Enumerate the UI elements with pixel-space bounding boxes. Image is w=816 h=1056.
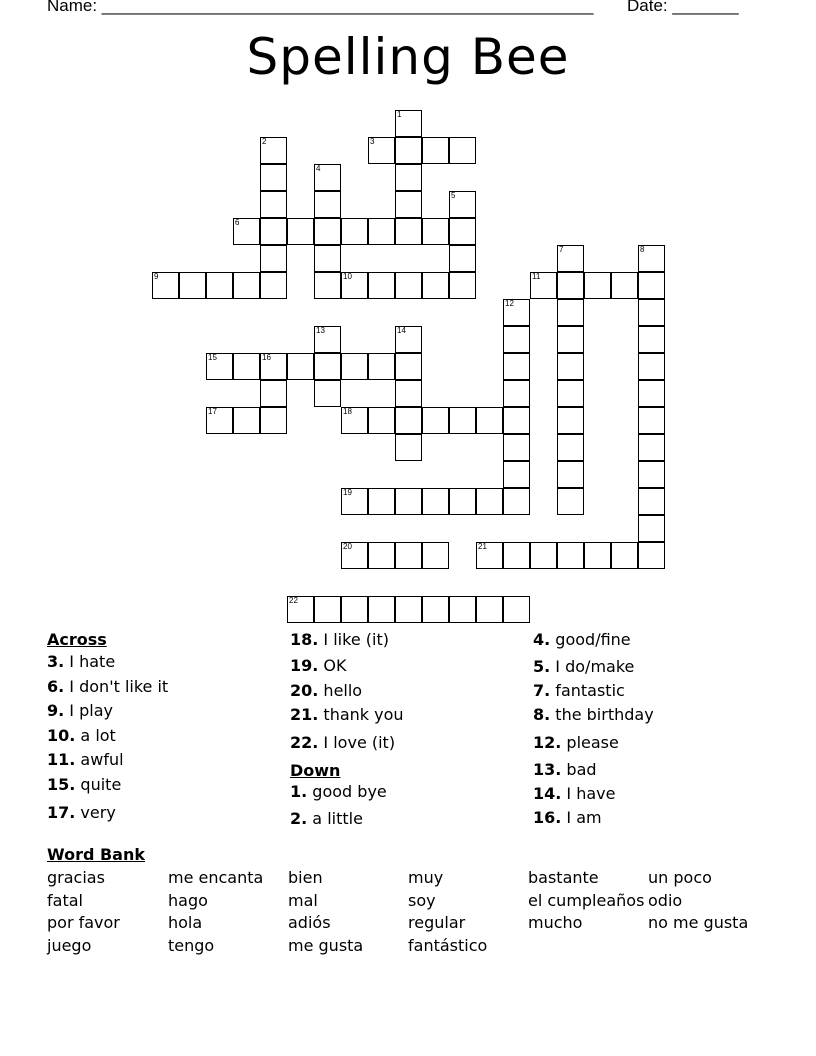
down-clue <box>533 808 602 828</box>
grid-cell[interactable] <box>260 245 287 272</box>
grid-cell[interactable] <box>638 461 665 488</box>
cell-number: 21 <box>478 542 487 551</box>
grid-cell[interactable] <box>287 596 314 623</box>
grid-cell[interactable] <box>395 407 422 434</box>
grid-cell[interactable] <box>557 326 584 353</box>
clue-text: bad <box>561 760 597 779</box>
grid-cell[interactable] <box>611 272 638 299</box>
grid-cell[interactable] <box>395 434 422 461</box>
clue-text: a lot <box>75 726 116 745</box>
grid-cell[interactable] <box>314 353 341 380</box>
cell-number: 18 <box>343 407 352 416</box>
across-heading: Across <box>47 630 107 649</box>
grid-cell[interactable] <box>368 218 395 245</box>
word-bank-item: adiós <box>288 913 331 932</box>
grid-cell[interactable] <box>395 191 422 218</box>
clue-number: 12. <box>533 733 562 752</box>
across-clue <box>47 677 168 697</box>
grid-cell[interactable] <box>422 596 449 623</box>
grid-cell[interactable] <box>341 272 368 299</box>
cell-number: 2 <box>262 137 267 146</box>
grid-cell[interactable] <box>395 596 422 623</box>
grid-cell[interactable] <box>584 542 611 569</box>
grid-cell[interactable] <box>260 218 287 245</box>
grid-cell[interactable] <box>557 461 584 488</box>
grid-cell[interactable] <box>557 380 584 407</box>
grid-cell[interactable] <box>557 299 584 326</box>
cell-number: 7 <box>559 245 564 254</box>
grid-cell[interactable] <box>233 218 260 245</box>
clue-text: I am <box>561 808 602 827</box>
clue-text: fantastic <box>550 681 625 700</box>
down-heading: Down <box>290 761 341 780</box>
clue-number: 4. <box>533 630 551 649</box>
clue-number: 8. <box>533 705 551 724</box>
clue-number: 15. <box>47 775 76 794</box>
grid-cell[interactable] <box>503 434 530 461</box>
word-bank-item: bien <box>288 868 323 887</box>
grid-cell[interactable] <box>584 272 611 299</box>
clue-text: please <box>561 733 619 752</box>
grid-cell[interactable] <box>638 380 665 407</box>
across-clue <box>47 726 116 746</box>
grid-cell[interactable] <box>449 407 476 434</box>
clue-number: 16. <box>533 808 562 827</box>
across-clue <box>290 681 362 701</box>
date-field: Date: _______ <box>627 0 739 15</box>
clue-number: 13. <box>533 760 562 779</box>
grid-cell[interactable] <box>449 191 476 218</box>
clue-text: I love (it) <box>318 733 396 752</box>
clue-text: good bye <box>307 782 387 801</box>
clue-number: 9. <box>47 701 65 720</box>
grid-cell[interactable] <box>503 488 530 515</box>
grid-cell[interactable] <box>368 353 395 380</box>
grid-cell[interactable] <box>314 164 341 191</box>
grid-cell[interactable] <box>638 407 665 434</box>
grid-cell[interactable] <box>395 353 422 380</box>
grid-cell[interactable] <box>368 137 395 164</box>
clue-number: 7. <box>533 681 551 700</box>
grid-cell[interactable] <box>314 245 341 272</box>
grid-cell[interactable] <box>422 218 449 245</box>
cell-number: 14 <box>397 326 406 335</box>
cell-number: 10 <box>343 272 352 281</box>
grid-cell[interactable] <box>557 353 584 380</box>
cell-number: 8 <box>640 245 645 254</box>
word-bank-item: tengo <box>168 936 215 955</box>
clue-number: 22. <box>290 733 319 752</box>
across-clue <box>290 733 395 753</box>
word-bank-item: muy <box>408 868 444 887</box>
grid-cell[interactable] <box>557 245 584 272</box>
word-bank-item: fantástico <box>408 936 488 955</box>
grid-cell[interactable] <box>638 434 665 461</box>
cell-number: 17 <box>208 407 217 416</box>
down-clue <box>533 657 634 677</box>
grid-cell[interactable] <box>395 326 422 353</box>
clue-number: 17. <box>47 803 76 822</box>
grid-cell[interactable] <box>287 218 314 245</box>
word-bank-item: odio <box>648 891 683 910</box>
clue-text: I play <box>64 701 113 720</box>
clue-number: 1. <box>290 782 308 801</box>
grid-cell[interactable] <box>368 542 395 569</box>
grid-cell[interactable] <box>557 272 584 299</box>
grid-cell[interactable] <box>503 353 530 380</box>
clue-text: a little <box>307 809 363 828</box>
grid-cell[interactable] <box>638 488 665 515</box>
down-clue <box>533 705 654 725</box>
grid-cell[interactable] <box>260 272 287 299</box>
word-bank-item: regular <box>408 913 466 932</box>
down-clue <box>290 809 363 829</box>
grid-cell[interactable] <box>449 245 476 272</box>
grid-cell[interactable] <box>395 542 422 569</box>
grid-cell[interactable] <box>179 272 206 299</box>
cell-number: 5 <box>451 191 456 200</box>
word-bank-item: bastante <box>528 868 599 887</box>
word-bank-item: un poco <box>648 868 712 887</box>
down-clue <box>290 782 387 802</box>
grid-cell[interactable] <box>449 596 476 623</box>
grid-cell[interactable] <box>206 272 233 299</box>
grid-cell[interactable] <box>476 542 503 569</box>
grid-cell[interactable] <box>233 353 260 380</box>
grid-cell[interactable] <box>503 461 530 488</box>
grid-cell[interactable] <box>368 596 395 623</box>
clue-number: 5. <box>533 657 551 676</box>
cell-number: 12 <box>505 299 514 308</box>
across-clue <box>47 803 116 823</box>
across-clue <box>47 775 121 795</box>
cell-number: 13 <box>316 326 325 335</box>
grid-cell[interactable] <box>476 596 503 623</box>
word-bank-heading: Word Bank <box>47 845 146 864</box>
grid-cell[interactable] <box>638 515 665 542</box>
cell-number: 15 <box>208 353 217 362</box>
word-bank-item: mucho <box>528 913 583 932</box>
word-bank-item: juego <box>47 936 92 955</box>
grid-cell[interactable] <box>503 542 530 569</box>
cell-number: 19 <box>343 488 352 497</box>
grid-cell[interactable] <box>476 407 503 434</box>
cell-number: 9 <box>154 272 159 281</box>
word-bank-item: gracias <box>47 868 105 887</box>
word-bank-item: el cumpleaños <box>528 891 645 910</box>
word-bank-item: mal <box>288 891 318 910</box>
down-clue <box>533 760 597 780</box>
word-bank-item: por favor <box>47 913 120 932</box>
grid-cell[interactable] <box>557 488 584 515</box>
clue-text: OK <box>318 656 347 675</box>
clue-number: 19. <box>290 656 319 675</box>
grid-cell[interactable] <box>260 137 287 164</box>
clue-text: very <box>75 803 116 822</box>
grid-cell[interactable] <box>341 407 368 434</box>
clue-number: 21. <box>290 705 319 724</box>
grid-cell[interactable] <box>530 272 557 299</box>
clue-text: I do/make <box>550 657 635 676</box>
grid-cell[interactable] <box>368 272 395 299</box>
clue-text: I like (it) <box>318 630 389 649</box>
cell-number: 6 <box>235 218 240 227</box>
grid-cell[interactable] <box>341 542 368 569</box>
grid-cell[interactable] <box>638 245 665 272</box>
word-bank-item: no me gusta <box>648 913 749 932</box>
word-bank-item: me encanta <box>168 868 264 887</box>
grid-cell[interactable] <box>476 488 503 515</box>
grid-cell[interactable] <box>422 542 449 569</box>
grid-cell[interactable] <box>260 380 287 407</box>
clue-number: 20. <box>290 681 319 700</box>
grid-cell[interactable] <box>503 299 530 326</box>
grid-cell[interactable] <box>260 407 287 434</box>
clue-number: 3. <box>47 652 65 671</box>
grid-cell[interactable] <box>395 164 422 191</box>
word-bank-item: hago <box>168 891 208 910</box>
clue-number: 10. <box>47 726 76 745</box>
across-clue <box>290 630 389 650</box>
clue-text: I hate <box>64 652 116 671</box>
grid-cell[interactable] <box>260 353 287 380</box>
clue-number: 18. <box>290 630 319 649</box>
cell-number: 16 <box>262 353 271 362</box>
grid-cell[interactable] <box>314 596 341 623</box>
cell-number: 22 <box>289 596 298 605</box>
clue-text: thank you <box>318 705 404 724</box>
grid-cell[interactable] <box>557 434 584 461</box>
grid-cell[interactable] <box>287 353 314 380</box>
grid-cell[interactable] <box>422 272 449 299</box>
grid-cell[interactable] <box>422 137 449 164</box>
clue-text: I have <box>561 784 616 803</box>
grid-cell[interactable] <box>206 353 233 380</box>
grid-cell[interactable] <box>233 407 260 434</box>
grid-cell[interactable] <box>503 326 530 353</box>
down-clue <box>533 681 625 701</box>
grid-cell[interactable] <box>395 110 422 137</box>
grid-cell[interactable] <box>557 542 584 569</box>
across-clue <box>290 656 347 676</box>
clue-text: hello <box>318 681 363 700</box>
cell-number: 4 <box>316 164 321 173</box>
grid-cell[interactable] <box>503 596 530 623</box>
grid-cell[interactable] <box>260 164 287 191</box>
across-clue <box>47 750 124 770</box>
down-clue <box>533 733 619 753</box>
page-title: Spelling Bee <box>246 28 570 86</box>
grid-cell[interactable] <box>341 596 368 623</box>
across-clue <box>290 705 404 725</box>
grid-cell[interactable] <box>638 272 665 299</box>
word-bank-item: me gusta <box>288 936 364 955</box>
word-bank-item: soy <box>408 891 436 910</box>
grid-cell[interactable] <box>206 407 233 434</box>
clue-text: good/fine <box>550 630 631 649</box>
grid-cell[interactable] <box>233 272 260 299</box>
grid-cell[interactable] <box>368 407 395 434</box>
grid-cell[interactable] <box>449 137 476 164</box>
grid-cell[interactable] <box>449 272 476 299</box>
grid-cell[interactable] <box>341 353 368 380</box>
clue-number: 11. <box>47 750 76 769</box>
grid-cell[interactable] <box>638 353 665 380</box>
name-field: Name: ____________________________________________________ <box>47 0 594 15</box>
grid-cell[interactable] <box>530 542 557 569</box>
cell-number: 1 <box>397 110 402 119</box>
word-bank-item: hola <box>168 913 203 932</box>
grid-cell[interactable] <box>422 488 449 515</box>
across-clue <box>47 652 115 672</box>
grid-cell[interactable] <box>638 542 665 569</box>
clue-text: quite <box>75 775 122 794</box>
grid-cell[interactable] <box>395 137 422 164</box>
grid-cell[interactable] <box>503 407 530 434</box>
grid-cell[interactable] <box>314 326 341 353</box>
grid-cell[interactable] <box>395 488 422 515</box>
grid-cell[interactable] <box>314 191 341 218</box>
grid-cell[interactable] <box>341 488 368 515</box>
down-clue <box>533 630 631 650</box>
clue-text: the birthday <box>550 705 654 724</box>
clue-number: 6. <box>47 677 65 696</box>
grid-cell[interactable] <box>395 218 422 245</box>
cell-number: 3 <box>370 137 375 146</box>
grid-cell[interactable] <box>449 218 476 245</box>
grid-cell[interactable] <box>368 488 395 515</box>
grid-cell[interactable] <box>395 380 422 407</box>
grid-cell[interactable] <box>260 191 287 218</box>
down-clue <box>533 784 616 804</box>
grid-cell[interactable] <box>503 380 530 407</box>
cell-number: 11 <box>532 272 541 281</box>
clue-text: I don't like it <box>64 677 169 696</box>
grid-cell[interactable] <box>638 326 665 353</box>
grid-cell[interactable] <box>557 407 584 434</box>
grid-cell[interactable] <box>395 272 422 299</box>
grid-cell[interactable] <box>314 380 341 407</box>
word-bank-item: fatal <box>47 891 83 910</box>
clue-number: 2. <box>290 809 308 828</box>
across-clue <box>47 701 113 721</box>
grid-cell[interactable] <box>638 299 665 326</box>
cell-number: 20 <box>343 542 352 551</box>
grid-cell[interactable] <box>611 542 638 569</box>
clue-text: awful <box>75 750 124 769</box>
grid-cell[interactable] <box>314 218 341 245</box>
grid-cell[interactable] <box>341 218 368 245</box>
grid-cell[interactable] <box>314 272 341 299</box>
grid-cell[interactable] <box>152 272 179 299</box>
grid-cell[interactable] <box>422 407 449 434</box>
clue-number: 14. <box>533 784 562 803</box>
grid-cell[interactable] <box>449 488 476 515</box>
